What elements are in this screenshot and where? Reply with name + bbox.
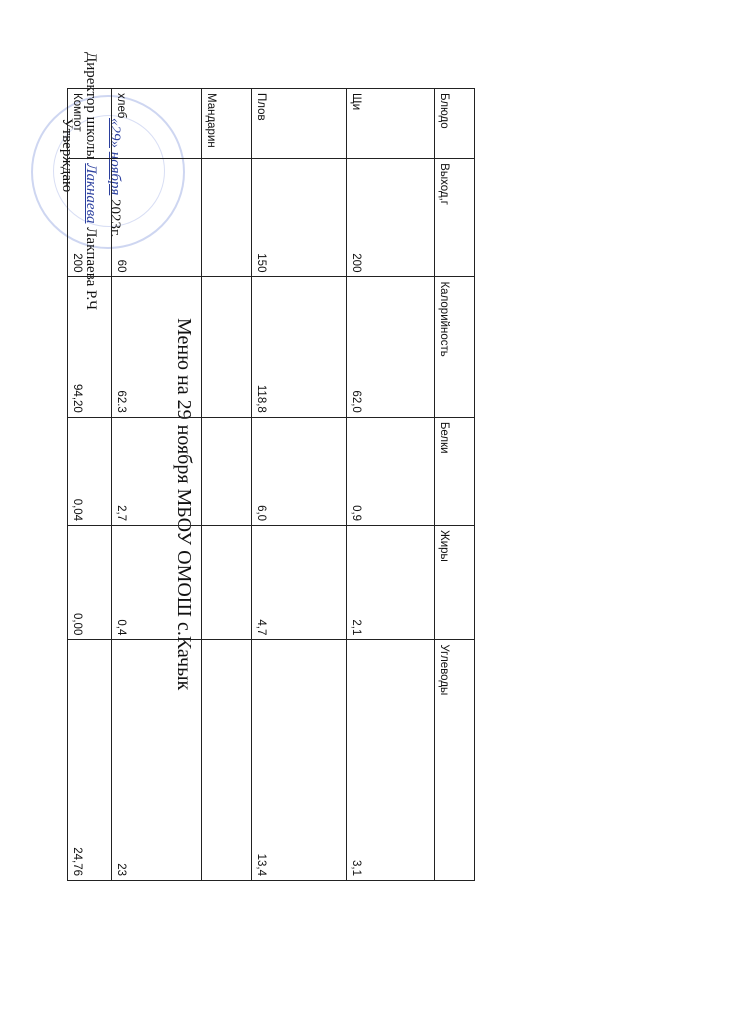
value-cell: 62.3 xyxy=(112,277,202,417)
value-cell: 2,7 xyxy=(112,417,202,525)
value-cell: 3,1 xyxy=(347,640,435,881)
value-cell: 4,7 xyxy=(252,526,347,640)
date-year: 2023г. xyxy=(107,199,123,238)
value-cell: 0,9 xyxy=(347,417,435,525)
value-cell: 200 xyxy=(68,159,112,277)
value-cell xyxy=(202,277,252,417)
date-month: ноября xyxy=(107,151,123,196)
table-header-cell: Белки xyxy=(435,417,475,525)
value-cell: 24,76 xyxy=(68,640,112,881)
table-row xyxy=(202,89,252,881)
value-cell: 62,0 xyxy=(347,277,435,417)
table-row xyxy=(112,89,202,881)
table-header-cell: Жиры xyxy=(435,526,475,640)
table-header-row xyxy=(435,89,475,881)
value-cell: 94,20 xyxy=(68,277,112,417)
dish-name-cell: Щи xyxy=(347,89,435,159)
value-cell: 200 xyxy=(347,159,435,277)
approve-label: Утверждаю xyxy=(59,118,75,193)
table-header-cell: Углеводы xyxy=(435,640,475,881)
table-row xyxy=(347,89,435,881)
value-cell: 150 xyxy=(252,159,347,277)
value-cell: 6,0 xyxy=(252,417,347,525)
value-cell xyxy=(202,640,252,881)
value-cell: 0,00 xyxy=(68,526,112,640)
value-cell xyxy=(202,526,252,640)
value-cell xyxy=(202,417,252,525)
page-title: Меню на 29 ноября МБОУ ОМОШ с.Качык xyxy=(173,318,195,691)
table-header-cell: Выход,г xyxy=(435,159,475,277)
date-day: «29» xyxy=(107,118,123,148)
value-cell: 118,8 xyxy=(252,277,347,417)
dish-name-cell: хлеб xyxy=(112,89,202,159)
value-cell: 0,4 xyxy=(112,526,202,640)
dish-name-cell: Компот xyxy=(68,89,112,159)
value-cell: 13,4 xyxy=(252,640,347,881)
dish-name-cell: Плов xyxy=(252,89,347,159)
value-cell: 60 xyxy=(112,159,202,277)
table-row xyxy=(68,89,112,881)
director-prefix: Директор школы xyxy=(83,52,99,160)
value-cell xyxy=(202,159,252,277)
director-signature: Лакнаева xyxy=(83,163,99,224)
dish-name-cell: Мандарин xyxy=(202,89,252,159)
value-cell: 23 xyxy=(112,640,202,881)
table-row xyxy=(252,89,347,881)
director-name: Лакпаева Р.Ч xyxy=(83,227,99,310)
menu-table xyxy=(67,88,475,881)
value-cell: 0,04 xyxy=(68,417,112,525)
table-header-cell: Калорийность xyxy=(435,277,475,417)
value-cell: 2,1 xyxy=(347,526,435,640)
menu-table-body xyxy=(68,89,475,881)
table-header-cell: Блюдо xyxy=(435,89,475,159)
